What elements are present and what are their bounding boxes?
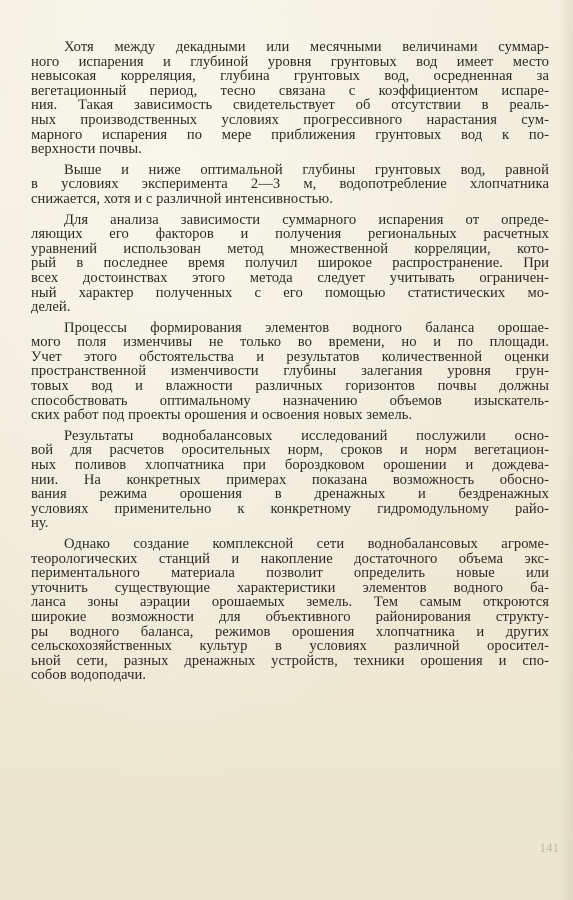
text-line: теорологических станций и накопление достаточного объема экс- xyxy=(31,550,549,567)
text-line: Для анализа зависимости суммарного испарения от опреде- xyxy=(64,211,549,228)
text-line: ских работ под проекты орошения и освоения новых земель. xyxy=(31,407,413,424)
text-line: в условиях эксперимента 2—3 м, водопотребление хлопчатника xyxy=(31,176,549,193)
text-line: вания режима орошения в дренажных и бездренажных xyxy=(31,486,549,503)
text-line: периментального материала позволит определить новые или xyxy=(31,565,549,582)
text-line: Однако создание комплексной сети воднобалансовых агроме- xyxy=(64,536,549,552)
page-number: 141 xyxy=(539,840,559,855)
text-line: пространственной изменчивости глубины залегания уровня грун- xyxy=(31,363,549,380)
text-line: рый в последнее время получил широкое распространение. При xyxy=(31,255,549,272)
text-line: делей. xyxy=(31,299,71,316)
paragraph-4 xyxy=(31,321,549,423)
text-line: марного испарения по мере приближения грунтовых вод к по- xyxy=(31,126,549,143)
text-line: ляющих его факторов и получения региональных расчетных xyxy=(31,226,549,243)
text-line: собов водоподачи. xyxy=(31,667,147,684)
text-line: мого поля изменчивы не только во времени, но и по площади. xyxy=(31,334,549,351)
text-line: способствовать оптимальному назначению объемов изыскатель- xyxy=(31,392,549,409)
text-line: ния. Такая зависимость свидетельствует об отсутствии в реаль- xyxy=(31,97,549,114)
text-line: широкие возможности для объективного районирования структу- xyxy=(31,608,549,625)
text-line: ну. xyxy=(31,515,49,532)
text-line: вой для расчетов оросительных норм, сроков и норм вегетацион- xyxy=(31,442,549,459)
text-line: ьной сети, разных дренажных устройств, техники орошения и спо- xyxy=(31,652,549,669)
text-line: Хотя между декадными или месячными величинами суммар- xyxy=(64,39,549,55)
text-line: снижается, хотя и с различной интенсивностью. xyxy=(31,190,333,207)
body-text xyxy=(31,40,549,689)
text-line: ры водного баланса, режимов орошения хлопчатника и других xyxy=(31,623,549,640)
text-line: Результаты воднобалансовых исследований послужили осно- xyxy=(64,427,549,444)
text-line: уравнений использован метод множественной корреляции, кото- xyxy=(31,240,549,257)
text-line: вегетационный период, тесно связана с коэффициентом испаре- xyxy=(31,82,549,99)
text-line: Процессы формирования элементов водного баланса орошае- xyxy=(64,319,549,336)
text-line: товых вод и влажности различных горизонтов почвы должны xyxy=(31,378,549,395)
text-line: нии. На конкретных примерах показана возможность обосно- xyxy=(31,471,549,488)
text-line: Учет этого обстоятельства и результатов количественной оценки xyxy=(31,348,549,365)
paragraph-5 xyxy=(31,429,549,531)
text-line: Выше и ниже оптимальной глубины грунтовых вод, равной xyxy=(64,161,549,178)
paragraph-2 xyxy=(31,163,549,207)
text-line: сельскохозяйственных культур в условиях различной оросител- xyxy=(31,638,549,655)
paragraph-3 xyxy=(31,213,549,315)
text-line: ных производственных условиях прогрессивного нарастания сум- xyxy=(31,111,549,128)
text-line: ного испарения и глубиной уровня грунтовых вод имеет место xyxy=(31,53,549,70)
text-line: верхности почвы. xyxy=(31,141,142,158)
text-line: ный характер полученных с его помощью статистических мо- xyxy=(31,284,549,301)
text-line: ланса зоны аэрации орошаемых земель. Тем самым откроются xyxy=(31,594,549,611)
paragraph-1 xyxy=(31,40,549,157)
paragraph-6 xyxy=(31,537,549,683)
text-line: всех достоинствах этого метода следует учитывать ограничен- xyxy=(31,269,549,286)
text-line: уточнить существующие характеристики элементов водного ба- xyxy=(31,579,549,596)
text-line: ных поливов хлопчатника при бороздковом орошении и дождева- xyxy=(31,457,549,474)
text-line: условиях применительно к конкретному гидромодульному райо- xyxy=(31,500,549,517)
page-edge-shadow xyxy=(559,0,573,900)
text-line: невысокая корреляция, глубина грунтовых вод, осредненная за xyxy=(31,68,549,85)
